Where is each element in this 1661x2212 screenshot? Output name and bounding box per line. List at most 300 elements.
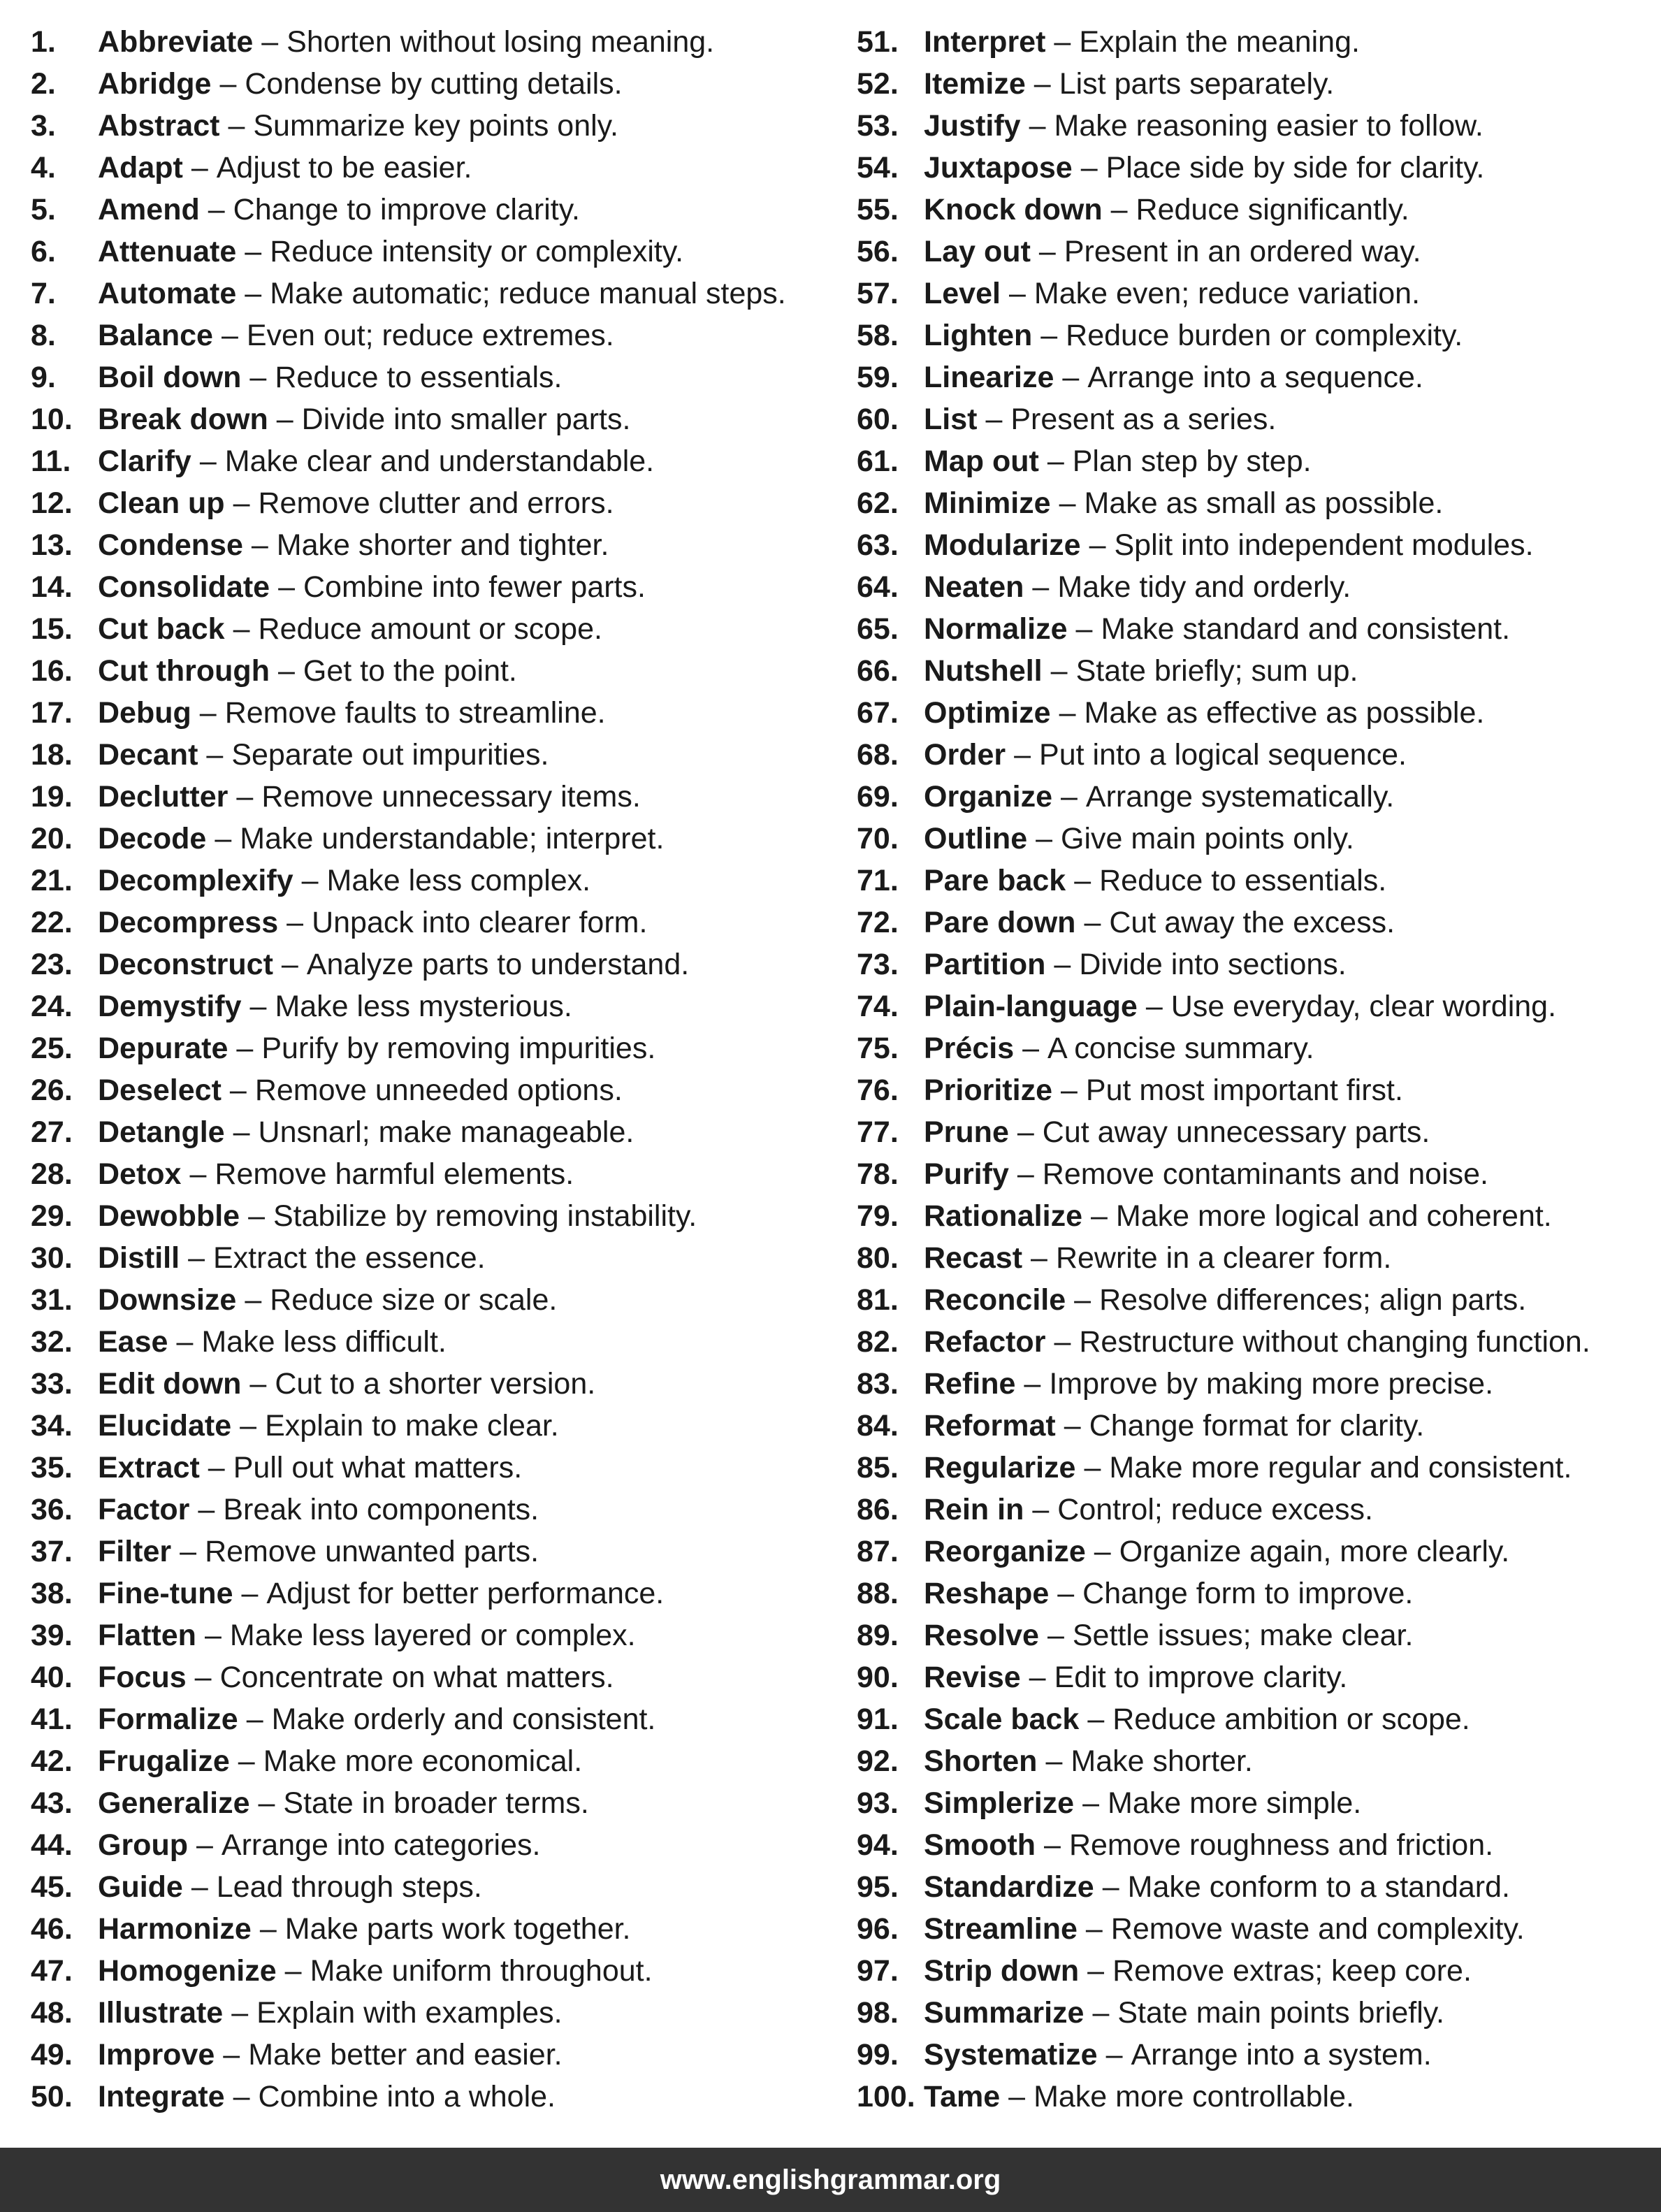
item-term: Boil down [98, 361, 242, 394]
list-item [31, 1237, 834, 1279]
item-number: 40. [31, 1661, 73, 1694]
list-item [31, 21, 834, 63]
item-term: Distill [98, 1241, 180, 1275]
list-item [31, 776, 834, 818]
list-item [857, 356, 1653, 398]
item-separator: – [1047, 444, 1064, 478]
item-separator: – [261, 25, 279, 59]
item-number: 57. [857, 277, 899, 310]
item-definition: Reduce ambition or scope. [1112, 1703, 1470, 1736]
item-separator: – [251, 528, 268, 562]
item-term: Refine [924, 1367, 1016, 1401]
item-definition: Settle issues; make clear. [1072, 1619, 1414, 1652]
list-item [31, 105, 834, 147]
item-number: 38. [31, 1577, 73, 1610]
item-number: 27. [31, 1115, 73, 1149]
item-definition: Divide into sections. [1079, 948, 1347, 981]
item-definition: Stabilize by removing instability. [273, 1199, 697, 1233]
item-separator: – [238, 1744, 255, 1778]
item-definition: Plan step by step. [1072, 444, 1312, 478]
list-item [31, 692, 834, 734]
list-item [857, 1237, 1653, 1279]
item-term: Illustrate [98, 1996, 224, 2030]
item-term: Focus [98, 1661, 187, 1694]
item-definition: Organize again, more clearly. [1119, 1535, 1510, 1568]
item-term: Abridge [98, 67, 212, 101]
item-separator: – [1059, 696, 1076, 730]
item-number: 45. [31, 1870, 73, 1904]
list-item [857, 1824, 1653, 1866]
item-number: 80. [857, 1241, 899, 1275]
item-number: 53. [857, 109, 899, 143]
item-separator: – [1044, 1828, 1061, 1862]
item-definition: Make more simple. [1108, 1786, 1362, 1820]
item-separator: – [221, 319, 238, 352]
item-term: Detangle [98, 1115, 225, 1149]
list-item [31, 1363, 834, 1405]
list-item [857, 1573, 1653, 1614]
list-item [857, 1698, 1653, 1740]
item-term: Decomplexify [98, 864, 293, 897]
item-separator: – [258, 1786, 275, 1820]
item-separator: – [1094, 1535, 1111, 1568]
item-number: 95. [857, 1870, 899, 1904]
list-item [31, 1656, 834, 1698]
item-number: 37. [31, 1535, 73, 1568]
item-definition: Place side by side for clarity. [1105, 151, 1485, 185]
list-item [857, 776, 1653, 818]
list-item [31, 985, 834, 1027]
list-item [857, 1447, 1653, 1489]
item-definition: Reduce amount or scope. [258, 612, 602, 646]
item-separator: – [276, 403, 293, 436]
list-item [31, 1614, 834, 1656]
item-definition: Unpack into clearer form. [312, 906, 648, 939]
item-number: 47. [31, 1954, 73, 1988]
item-definition: Give main points only. [1061, 822, 1354, 855]
item-separator: – [1017, 1115, 1034, 1149]
item-separator: – [249, 1367, 267, 1401]
list-item [857, 398, 1653, 440]
item-term: Balance [98, 319, 213, 352]
item-number: 28. [31, 1157, 73, 1191]
list-item [31, 1782, 834, 1824]
item-number: 4. [31, 151, 56, 185]
item-term: Streamline [924, 1912, 1078, 1946]
item-definition: Present in an ordered way. [1064, 235, 1421, 268]
list-item [31, 902, 834, 944]
list-item [857, 650, 1653, 692]
item-number: 5. [31, 193, 56, 226]
item-term: Demystify [98, 990, 242, 1023]
item-definition: Make conform to a standard. [1127, 1870, 1510, 1904]
item-term: Reconcile [924, 1283, 1066, 1317]
item-definition: Cut to a shorter version. [275, 1367, 596, 1401]
item-number: 86. [857, 1493, 899, 1526]
item-separator: – [249, 990, 267, 1023]
item-number: 67. [857, 696, 899, 730]
item-definition: Control; reduce excess. [1057, 1493, 1373, 1526]
item-number: 62. [857, 486, 899, 520]
item-term: Clarify [98, 444, 191, 478]
item-term: Prioritize [924, 1074, 1052, 1107]
item-number: 3. [31, 109, 56, 143]
item-term: Break down [98, 403, 268, 436]
item-separator: – [1087, 1954, 1105, 1988]
list-item [857, 608, 1653, 650]
item-term: List [924, 403, 978, 436]
item-separator: – [198, 1493, 215, 1526]
item-number: 52. [857, 67, 899, 101]
item-term: Regularize [924, 1451, 1076, 1484]
item-number: 43. [31, 1786, 73, 1820]
item-term: Condense [98, 528, 243, 562]
item-number: 18. [31, 738, 73, 772]
list-item [31, 1531, 834, 1573]
item-separator: – [1082, 1786, 1100, 1820]
list-item [31, 1824, 834, 1866]
item-number: 35. [31, 1451, 73, 1484]
item-separator: – [1075, 612, 1093, 646]
item-term: Improve [98, 2038, 215, 2072]
item-definition: Cut away unnecessary parts. [1042, 1115, 1430, 1149]
item-term: Justify [924, 109, 1021, 143]
item-definition: Reduce burden or complexity. [1066, 319, 1463, 352]
list-item [31, 2034, 834, 2076]
item-number: 13. [31, 528, 73, 562]
item-separator: – [246, 1703, 263, 1736]
item-number: 65. [857, 612, 899, 646]
item-separator: – [206, 738, 224, 772]
list-item [31, 1195, 834, 1237]
item-separator: – [245, 277, 262, 310]
list-item [31, 1027, 834, 1069]
item-term: Abstract [98, 109, 220, 143]
item-separator: – [199, 444, 217, 478]
item-term: Decompress [98, 906, 279, 939]
list-item [857, 189, 1653, 231]
item-definition: State main points briefly. [1117, 1996, 1445, 2030]
list-item [31, 1950, 834, 1992]
item-separator: – [1057, 1577, 1075, 1610]
item-term: Pare down [924, 906, 1076, 939]
item-number: 2. [31, 67, 56, 101]
list-item [857, 1740, 1653, 1782]
item-number: 55. [857, 193, 899, 226]
item-number: 1. [31, 25, 56, 59]
item-term: Outline [924, 822, 1028, 855]
list-item [857, 734, 1653, 776]
item-term: Revise [924, 1661, 1021, 1694]
item-number: 23. [31, 948, 73, 981]
list-item [31, 482, 834, 524]
item-definition: Remove unnecessary items. [261, 780, 641, 814]
item-definition: Remove contaminants and noise. [1042, 1157, 1488, 1191]
item-number: 24. [31, 990, 73, 1023]
item-term: Adapt [98, 151, 183, 185]
item-definition: Make understandable; interpret. [240, 822, 665, 855]
item-term: Order [924, 738, 1006, 772]
list-item [857, 1027, 1653, 1069]
item-separator: – [231, 1996, 249, 2030]
item-separator: – [215, 822, 232, 855]
item-separator: – [1084, 906, 1101, 939]
item-term: Clean up [98, 486, 225, 520]
list-item [857, 1111, 1653, 1153]
item-separator: – [219, 67, 237, 101]
list-item [857, 1656, 1653, 1698]
list-item [857, 860, 1653, 902]
item-number: 36. [31, 1493, 73, 1526]
item-separator: – [240, 1409, 257, 1443]
item-number: 41. [31, 1703, 73, 1736]
item-number: 21. [31, 864, 73, 897]
list-item [31, 398, 834, 440]
item-term: Summarize [924, 1996, 1085, 2030]
item-separator: – [180, 1535, 197, 1568]
item-number: 10. [31, 403, 73, 436]
list-item [857, 1195, 1653, 1237]
item-number: 98. [857, 1996, 899, 2030]
item-separator: – [1110, 193, 1128, 226]
list-item [31, 1069, 834, 1111]
item-term: Filter [98, 1535, 172, 1568]
item-separator: – [245, 235, 262, 268]
item-definition: Remove roughness and friction. [1068, 1828, 1494, 1862]
footer-website-link[interactable]: www.englishgrammar.org [660, 2164, 1001, 2195]
item-term: Standardize [924, 1870, 1094, 1904]
item-number: 72. [857, 906, 899, 939]
item-number: 99. [857, 2038, 899, 2072]
item-term: Pare back [924, 864, 1066, 897]
item-number: 60. [857, 403, 899, 436]
item-term: Harmonize [98, 1912, 252, 1946]
item-number: 58. [857, 319, 899, 352]
item-number: 88. [857, 1577, 899, 1610]
list-item [31, 524, 834, 566]
item-number: 15. [31, 612, 73, 646]
item-definition: Arrange systematically. [1085, 780, 1395, 814]
item-term: Lay out [924, 235, 1031, 268]
item-term: Organize [924, 780, 1052, 814]
item-separator: – [199, 696, 217, 730]
item-definition: Explain with examples. [256, 1996, 563, 2030]
item-separator: – [233, 612, 250, 646]
item-number: 34. [31, 1409, 73, 1443]
item-term: Reorganize [924, 1535, 1086, 1568]
item-definition: Resolve differences; align parts. [1099, 1283, 1527, 1317]
item-term: Refactor [924, 1325, 1046, 1359]
item-definition: Change to improve clarity. [233, 193, 580, 226]
item-term: Extract [98, 1451, 200, 1484]
item-term: Smooth [924, 1828, 1036, 1862]
list-item [31, 1153, 834, 1195]
item-number: 19. [31, 780, 73, 814]
item-number: 16. [31, 654, 73, 688]
item-number: 91. [857, 1703, 899, 1736]
list-item [31, 1111, 834, 1153]
list-item [31, 440, 834, 482]
item-term: Fine-tune [98, 1577, 233, 1610]
item-definition: Arrange into a sequence. [1087, 361, 1423, 394]
item-definition: Restructure without changing function. [1079, 1325, 1590, 1359]
item-term: Factor [98, 1493, 190, 1526]
item-number: 51. [857, 25, 899, 59]
list-item [857, 1279, 1653, 1321]
item-number: 17. [31, 696, 73, 730]
item-separator: – [236, 1032, 254, 1065]
list-item [31, 2076, 834, 2118]
item-term: Précis [924, 1032, 1015, 1065]
item-number: 14. [31, 570, 73, 604]
item-term: Debug [98, 696, 191, 730]
item-definition: Reduce size or scale. [270, 1283, 558, 1317]
item-term: Deconstruct [98, 948, 273, 981]
item-term: Declutter [98, 780, 229, 814]
item-definition: Reduce to essentials. [275, 361, 563, 394]
item-definition: Combine into fewer parts. [303, 570, 646, 604]
item-number: 46. [31, 1912, 73, 1946]
item-separator: – [1014, 738, 1031, 772]
list-item [31, 1279, 834, 1321]
item-definition: Split into independent modules. [1114, 528, 1534, 562]
item-number: 66. [857, 654, 899, 688]
item-separator: – [1054, 948, 1071, 981]
item-separator: – [1054, 1325, 1071, 1359]
list-item [31, 356, 834, 398]
list-item [31, 566, 834, 608]
item-separator: – [194, 1661, 212, 1694]
item-number: 68. [857, 738, 899, 772]
item-term: Systematize [924, 2038, 1098, 2072]
list-item [857, 2034, 1653, 2076]
list-item [857, 440, 1653, 482]
item-separator: – [1040, 319, 1058, 352]
item-definition: Concentrate on what matters. [219, 1661, 614, 1694]
item-separator: – [241, 1577, 259, 1610]
list-item [31, 1447, 834, 1489]
list-item [31, 860, 834, 902]
word-list-left-column [31, 21, 834, 2118]
item-definition: Change format for clarity. [1089, 1409, 1425, 1443]
item-number: 63. [857, 528, 899, 562]
item-definition: Make more logical and coherent. [1115, 1199, 1552, 1233]
item-number: 89. [857, 1619, 899, 1652]
item-number: 32. [31, 1325, 73, 1359]
item-term: Automate [98, 277, 237, 310]
item-separator: – [1061, 780, 1078, 814]
item-definition: Unsnarl; make manageable. [258, 1115, 634, 1149]
item-separator: – [1032, 570, 1050, 604]
list-item [31, 608, 834, 650]
item-definition: State briefly; sum up. [1075, 654, 1358, 688]
item-separator: – [236, 780, 254, 814]
item-number: 9. [31, 361, 56, 394]
item-term: Deselect [98, 1074, 222, 1107]
list-item [857, 231, 1653, 273]
item-term: Generalize [98, 1786, 250, 1820]
item-definition: Make better and easier. [248, 2038, 563, 2072]
item-separator: – [1045, 1744, 1063, 1778]
item-term: Lighten [924, 319, 1033, 352]
list-item [857, 692, 1653, 734]
item-number: 94. [857, 1828, 899, 1862]
item-separator: – [286, 906, 304, 939]
item-definition: Put most important first. [1085, 1074, 1403, 1107]
item-separator: – [1062, 361, 1080, 394]
item-separator: – [1033, 67, 1051, 101]
list-item [857, 63, 1653, 105]
item-separator: – [1064, 1409, 1081, 1443]
item-separator: – [223, 2038, 240, 2072]
item-definition: Make more controllable. [1033, 2080, 1354, 2113]
item-term: Formalize [98, 1703, 238, 1736]
item-number: 12. [31, 486, 73, 520]
list-item [857, 1363, 1653, 1405]
item-definition: Condense by cutting details. [245, 67, 623, 101]
item-definition: Rewrite in a clearer form. [1055, 1241, 1392, 1275]
item-term: Downsize [98, 1283, 237, 1317]
list-item [857, 1405, 1653, 1447]
item-definition: Reduce intensity or complexity. [270, 235, 684, 268]
item-separator: – [1036, 822, 1053, 855]
item-term: Cut back [98, 612, 225, 646]
list-item [31, 1405, 834, 1447]
item-number: 79. [857, 1199, 899, 1233]
item-definition: Edit to improve clarity. [1054, 1661, 1348, 1694]
item-definition: Shorten without losing meaning. [286, 25, 715, 59]
item-number: 85. [857, 1451, 899, 1484]
item-definition: Separate out impurities. [231, 738, 549, 772]
item-separator: – [1085, 1912, 1103, 1946]
item-separator: – [1084, 1451, 1101, 1484]
item-separator: – [233, 2080, 250, 2113]
item-separator: – [233, 486, 250, 520]
item-separator: – [245, 1283, 262, 1317]
item-definition: Make less difficult. [201, 1325, 447, 1359]
item-term: Integrate [98, 2080, 225, 2113]
item-separator: – [1102, 1870, 1119, 1904]
list-item [857, 1992, 1653, 2034]
item-number: 93. [857, 1786, 899, 1820]
footer-bar [0, 2148, 1661, 2212]
item-definition: Make automatic; reduce manual steps. [270, 277, 786, 310]
item-definition: Summarize key points only. [253, 109, 618, 143]
list-item [31, 315, 834, 356]
item-definition: Remove extras; keep core. [1112, 1954, 1472, 1988]
item-definition: Arrange into categories. [221, 1828, 541, 1862]
item-separator: – [1038, 235, 1056, 268]
item-number: 59. [857, 361, 899, 394]
item-definition: Make parts work together. [284, 1912, 631, 1946]
item-separator: – [1008, 277, 1026, 310]
word-list-right-column [857, 21, 1653, 2118]
item-separator: – [204, 1619, 222, 1652]
item-term: Detox [98, 1157, 182, 1191]
item-definition: Break into components. [223, 1493, 539, 1526]
list-item [31, 1321, 834, 1363]
item-number: 73. [857, 948, 899, 981]
item-number: 26. [31, 1074, 73, 1107]
list-item [31, 1698, 834, 1740]
item-definition: Make even; reduce variation. [1033, 277, 1421, 310]
item-number: 78. [857, 1157, 899, 1191]
item-term: Elucidate [98, 1409, 232, 1443]
item-definition: Arrange into a system. [1131, 2038, 1432, 2072]
item-term: Recast [924, 1241, 1023, 1275]
list-item [857, 1531, 1653, 1573]
item-separator: – [259, 1912, 277, 1946]
